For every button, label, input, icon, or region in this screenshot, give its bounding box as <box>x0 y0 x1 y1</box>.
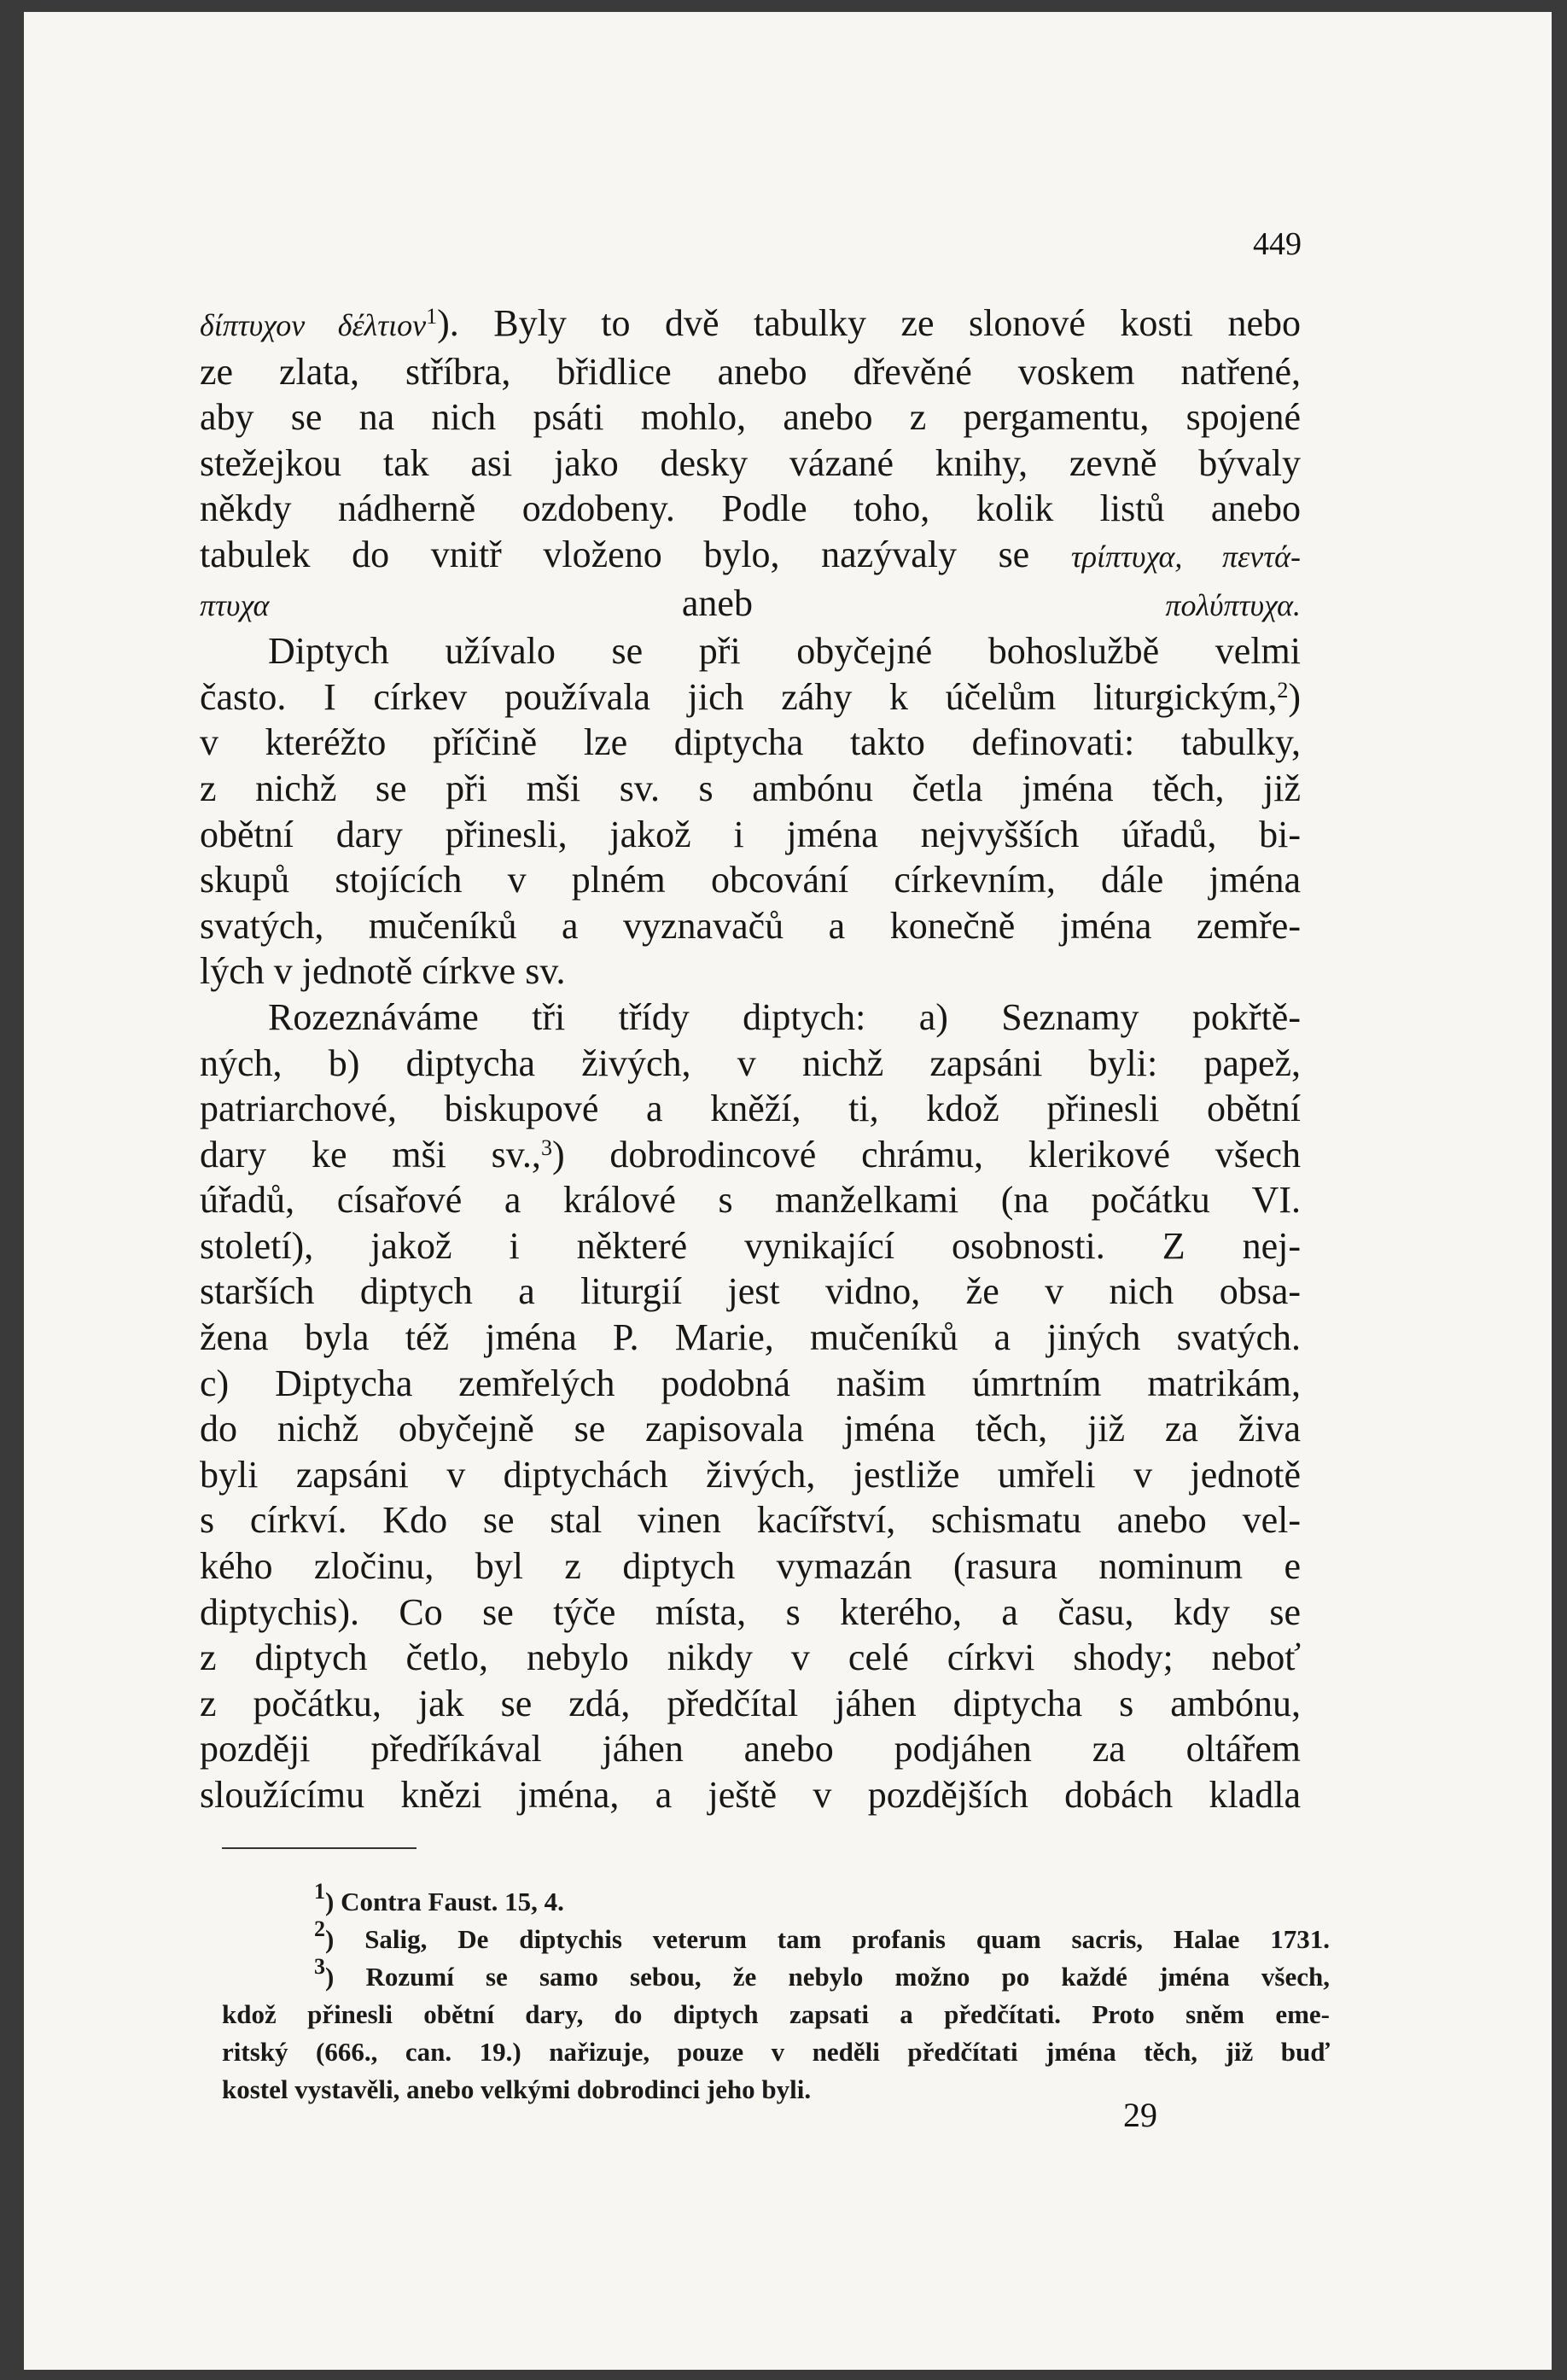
text-line <box>200 720 1301 766</box>
text-line <box>200 1543 1301 1590</box>
line-text: ). Byly to dvě tabulky ze slonové kosti nebo <box>437 302 1301 344</box>
footnotes <box>222 1879 1330 2109</box>
text-line <box>200 1452 1301 1498</box>
line-text: století), jakož i některé vynikající osobnosti. Z nej- <box>200 1224 1301 1267</box>
text-line <box>200 1726 1301 1772</box>
footnote-line <box>222 1879 1330 1921</box>
footnote-line <box>222 1996 1330 2033</box>
line-text: kého zločinu, byl z diptych vymazán (rasura nominum e <box>200 1545 1301 1588</box>
text-line <box>200 1041 1301 1087</box>
text-line <box>200 1177 1301 1223</box>
line-text: úřadů, císařové a králové s manželkami (na počátku VI. <box>200 1179 1301 1222</box>
line-text: žena byla též jména P. Marie, mučeníků a jiných svatých. <box>200 1316 1301 1359</box>
line-text: patriarchové, biskupové a kněží, ti, kdož přinesli obětní <box>200 1088 1301 1130</box>
line-text: lých v jednotě církve sv. <box>200 950 566 993</box>
text-line <box>200 1361 1301 1407</box>
text-line <box>200 1635 1301 1681</box>
line-text: s církví. Kdo se stal vinen kacířství, schismatu anebo vel- <box>200 1499 1301 1542</box>
text-line <box>200 1315 1301 1361</box>
text-line <box>200 394 1301 440</box>
line-text: sloužícímu knězi jména, a ještě v pozdějších dobách kladla <box>200 1774 1301 1816</box>
text-line <box>200 1772 1301 1818</box>
greek-term: τρίπτυχα, πεντά- <box>1070 539 1301 574</box>
book-page <box>24 12 1552 2370</box>
text-line <box>200 812 1301 858</box>
line-text: tabulek do vnitř vloženo bylo, nazývaly se <box>200 533 1030 575</box>
text-line <box>200 486 1301 532</box>
text-line <box>200 1681 1301 1727</box>
text-line <box>200 674 1301 720</box>
footnote-text: ) Rozumí se samo sebou, že nebylo možno po každé jména všech, <box>325 1962 1330 1992</box>
text-line <box>200 1269 1301 1315</box>
text-line <box>200 1132 1301 1178</box>
line-text: ze zlata, stříbra, břidlice anebo dřevěné voskem natřené, <box>200 350 1301 393</box>
text-line <box>200 766 1301 812</box>
text-line <box>200 857 1301 903</box>
line-text: někdy nádherně ozdobeny. Podle toho, kolik listů anebo <box>200 487 1301 530</box>
footnote-line <box>222 1954 1330 1996</box>
footnote-text: ritský (666., can. 19.) nařizuje, pouze v neděli předčítati jména těch, již buď <box>222 2037 1330 2067</box>
footnote-text: kdož přinesli obětní dary, do diptych zapsati a předčítati. Proto sněm eme- <box>222 1999 1330 2029</box>
greek-term: δίπτυχον δέλτιον <box>200 308 427 342</box>
line-text-after: ) dobrodincové chrámu, klerikové všech <box>551 1133 1301 1175</box>
line-text: skupů stojících v plném obcování církevním, dále jména <box>200 859 1301 901</box>
text-line <box>200 1497 1301 1543</box>
text-line <box>200 1590 1301 1636</box>
line-text: obětní dary přinesli, jakož i jména nejvyšších úřadů, bi- <box>200 813 1301 855</box>
footnote-ref: 3 <box>540 1135 552 1160</box>
footnote-number: 2 <box>314 1916 325 1941</box>
text-line <box>200 440 1301 487</box>
printer-signature-number: 29 <box>1123 2096 1157 2134</box>
text-line <box>200 300 1301 349</box>
greek-term: πολύπτυχα. <box>1165 587 1301 622</box>
text-line <box>200 995 1301 1041</box>
footnote-ref: 1 <box>426 304 438 329</box>
line-text: z diptych četlo, nebylo nikdy v celé církvi shody; neboť <box>200 1636 1301 1679</box>
main-text <box>200 300 1301 1818</box>
line-text: Rozeznáváme tři třídy diptych: a) Seznamy pokřtě- <box>268 995 1301 1038</box>
footnote-line <box>222 2071 1330 2109</box>
footnote-number: 3 <box>314 1954 325 1979</box>
footnote-line <box>222 2033 1330 2071</box>
line-text: svatých, mučeníků a vyznavačů a konečně jména zemře- <box>200 904 1301 947</box>
line-text: byli zapsáni v diptychách živých, jestliže umřeli v jednotě <box>200 1453 1301 1496</box>
line-text: dary ke mši sv., <box>200 1133 541 1175</box>
page-number: 449 <box>1253 226 1302 262</box>
footnote-text: ) Salig, De diptychis veterum tam profanis quam sacris, Halae 1731. <box>325 1924 1330 1954</box>
line-text: často. I církev používala jich záhy k účelům liturgickým, <box>200 675 1278 718</box>
footnote-number: 1 <box>314 1879 325 1904</box>
line-text: starších diptych a liturgií jest vidno, že v nich obsa- <box>200 1270 1301 1313</box>
text-line <box>200 532 1301 580</box>
text-line <box>200 948 1301 995</box>
text-line <box>200 1086 1301 1132</box>
line-text-after: ) <box>1288 675 1301 718</box>
line-text: c) Diptycha zemřelých podobná našim úmrtním matrikám, <box>200 1362 1301 1404</box>
line-text: stežejkou tak asi jako desky vázané knihy, zevně bývaly <box>200 441 1301 484</box>
text-line <box>200 349 1301 395</box>
text-line <box>200 580 1301 629</box>
line-text: do nichž obyčejně se zapisovala jména těch, již za živa <box>200 1408 1301 1450</box>
line-text: aby se na nich psáti mohlo, anebo z pergamentu, spojené <box>200 396 1301 439</box>
footnote-line <box>222 1916 1330 1958</box>
text-line <box>200 1223 1301 1269</box>
text-line <box>200 903 1301 949</box>
line-text: Diptych užívalo se při obyčejné bohoslužbě velmi <box>268 630 1301 673</box>
line-text: později předříkával jáhen anebo podjáhen za oltářem <box>200 1728 1301 1770</box>
greek-term: πτυχα <box>200 587 270 622</box>
footnote-separator <box>222 1847 417 1849</box>
footnote-text: ) Contra Faust. 15, 4. <box>325 1887 564 1916</box>
text-line <box>200 628 1301 674</box>
line-text: z počátku, jak se zdá, předčítal jáhen diptycha s ambónu, <box>200 1682 1301 1724</box>
footnote-ref: 2 <box>1277 677 1289 703</box>
line-text: v kteréžto příčině lze diptycha takto definovati: tabulky, <box>200 721 1301 764</box>
line-text: diptychis). Co se týče místa, s kterého, a času, kdy se <box>200 1590 1301 1633</box>
line-text: ných, b) diptycha živých, v nichž zapsáni byli: papež, <box>200 1041 1301 1084</box>
line-text: aneb <box>269 581 1166 624</box>
footnote-text: kostel vystavěli, anebo velkými dobrodinci jeho byli. <box>222 2074 812 2104</box>
line-text: z nichž se při mši sv. s ambónu četla jména těch, již <box>200 767 1301 809</box>
text-line <box>200 1406 1301 1452</box>
